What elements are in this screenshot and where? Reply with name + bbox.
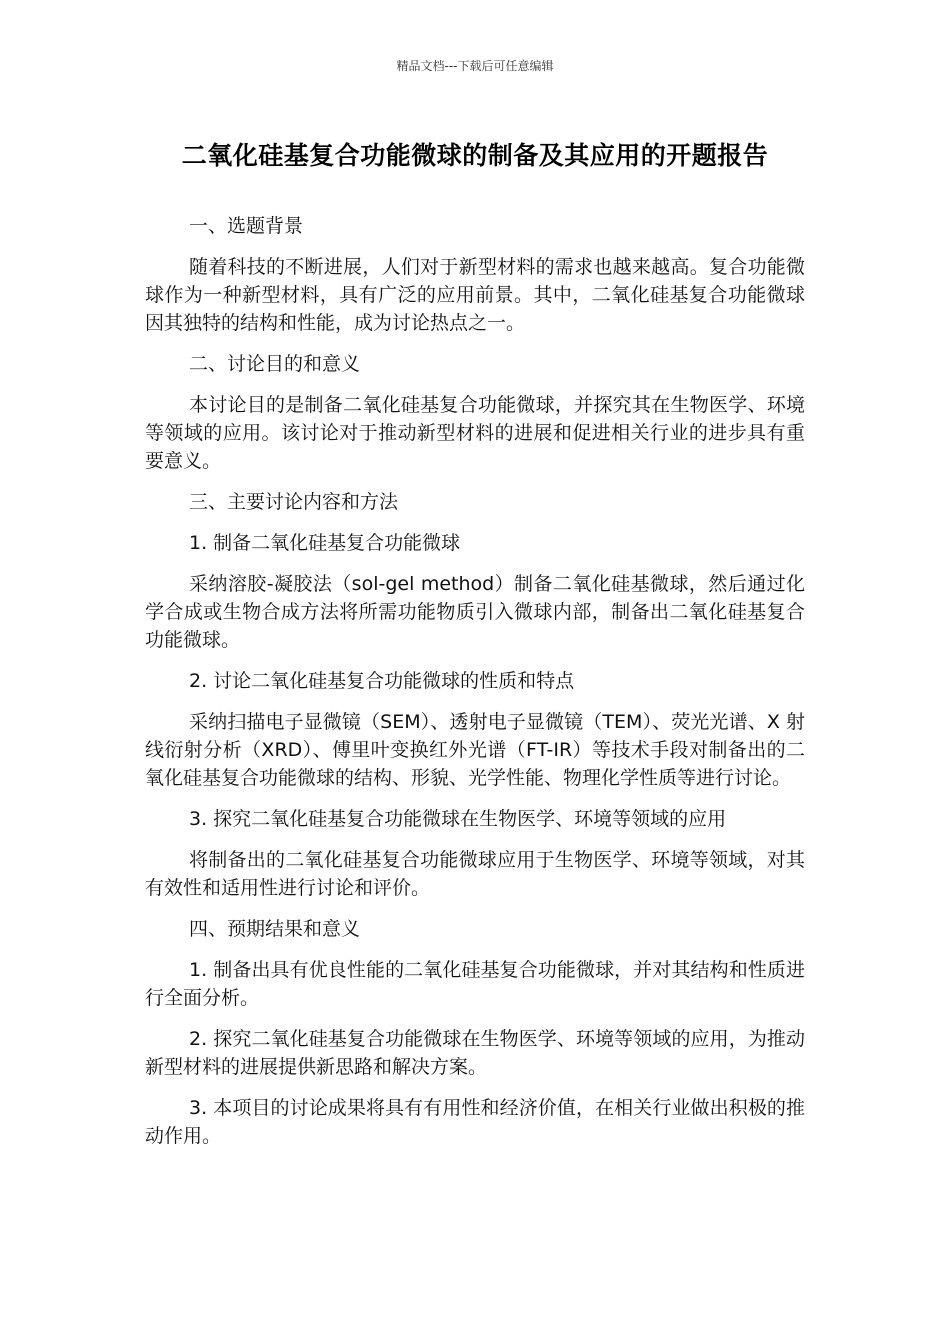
paragraph-purpose: 本讨论目的是制备二氧化硅基复合功能微球，并探究其在生物医学、环境等领域的应用。该讨论对于推动新型材料的进展和促进相关行业的进步具有重要意义。 bbox=[145, 394, 805, 472]
document-body bbox=[145, 212, 805, 1163]
document-title: 二氧化硅基复合功能微球的制备及其应用的开题报告 bbox=[181, 141, 769, 170]
expected-result-item: 1. 制备出具有优良性能的二氧化硅基复合功能微球，并对其结构和性质进行全面分析。 bbox=[145, 959, 805, 1009]
subheading-properties: 2. 讨论二氧化硅基复合功能微球的性质和特点 bbox=[189, 670, 575, 692]
section-heading-methods: 三、主要讨论内容和方法 bbox=[189, 491, 399, 513]
paragraph-preparation: 采纳溶胶-凝胶法（sol-gel method）制备二氧化硅基微球，然后通过化学合成或生物合成方法将所需功能物质引入微球内部，制备出二氧化硅基复合功能微球。 bbox=[145, 573, 805, 651]
paragraph-applications: 将制备出的二氧化硅基复合功能微球应用于生物医学、环境等领域，对其有效性和适用性进行讨论和评价。 bbox=[145, 849, 805, 899]
section-heading-expected-results: 四、预期结果和意义 bbox=[189, 918, 361, 940]
paragraph-background: 随着科技的不断进展，人们对于新型材料的需求也越来越高。复合功能微球作为一种新型材料，具有广泛的应用前景。其中，二氧化硅基复合功能微球因其独特的结构和性能，成为讨论热点之一。 bbox=[145, 256, 805, 334]
section-heading-background: 一、选题背景 bbox=[189, 215, 304, 237]
expected-result-item: 2. 探究二氧化硅基复合功能微球在生物医学、环境等领域的应用，为推动新型材料的进展提供新思路和解决方案。 bbox=[145, 1028, 805, 1078]
paragraph-properties: 采纳扫描电子显微镜（SEM）、透射电子显微镜（TEM）、荧光光谱、X 射线衍射分析（XRD）、傅里叶变换红外光谱（FT-IR）等技术手段对制备出的二氧化硅基复合功能微球的结构、形貌、光学性能、物理化学性质等进行讨论。 bbox=[145, 711, 805, 789]
subheading-preparation: 1. 制备二氧化硅基复合功能微球 bbox=[189, 532, 461, 554]
section-heading-purpose: 二、讨论目的和意义 bbox=[189, 353, 361, 375]
subheading-applications: 3. 探究二氧化硅基复合功能微球在生物医学、环境等领域的应用 bbox=[189, 808, 727, 830]
page-header-note: 精品文档---下载后可任意编辑 bbox=[396, 59, 554, 73]
expected-result-item: 3. 本项目的讨论成果将具有有用性和经济价值，在相关行业做出积极的推动作用。 bbox=[145, 1097, 805, 1147]
